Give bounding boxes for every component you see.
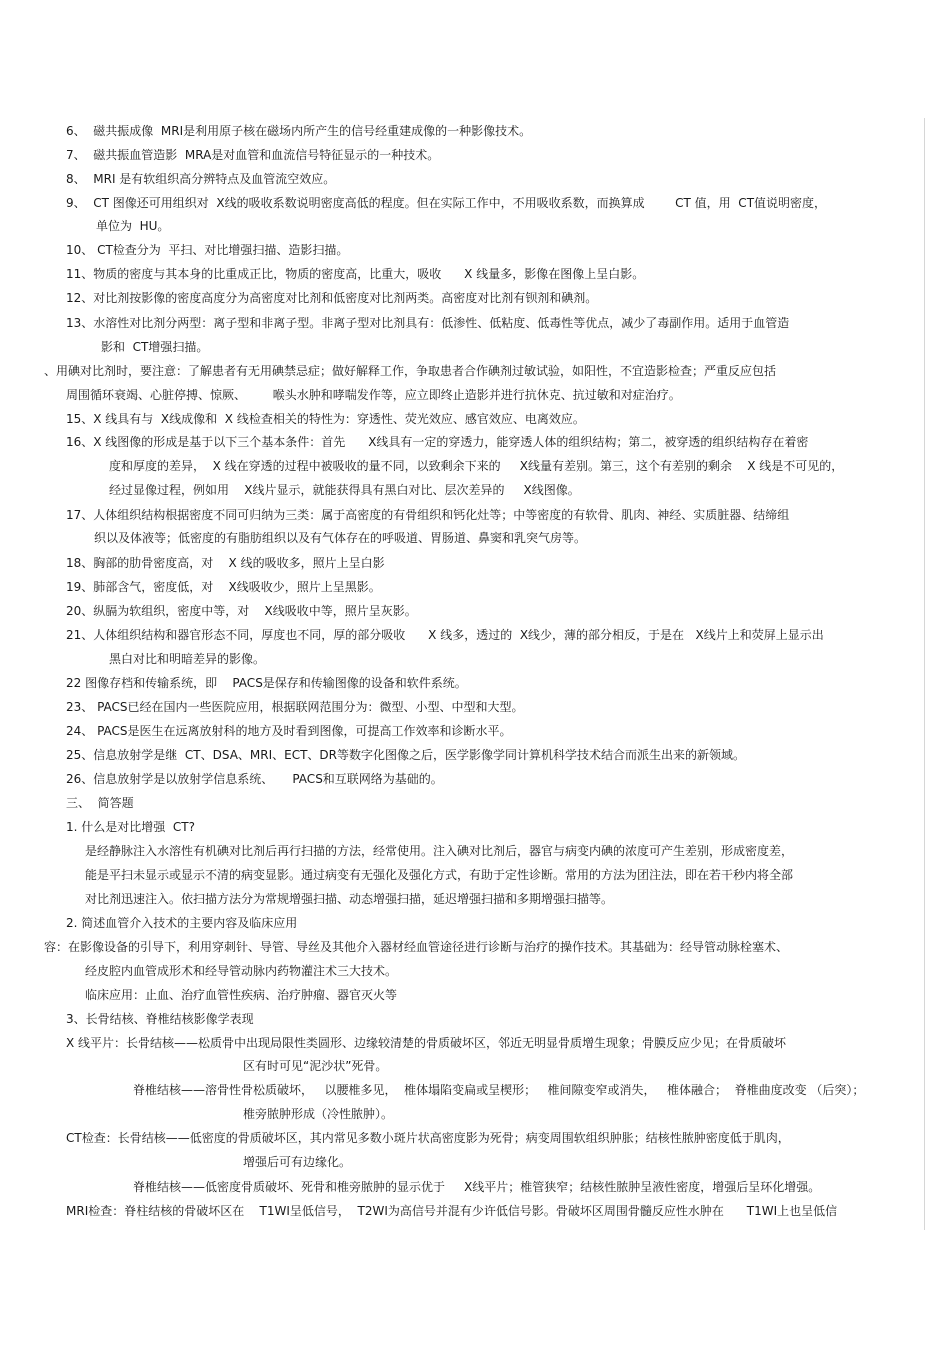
- text-line: 16、X 线图像的形成是基于以下三个基本条件：首先 X线具有一定的穿透力，能穿透人体的组织结构；第二，被穿透的组织结构存在着密: [66, 435, 809, 449]
- text-line: 度和厚度的差异， X 线在穿透的过程中被吸收的量不同，以致剩余下来的 X线量有差别。第三，这个有差别的剩余 X 线是不可见的，: [109, 459, 844, 473]
- text-line: 对比剂迅速注入。依扫描方法分为常规增强扫描、动态增强扫描，延迟增强扫描和多期增强扫描等。: [85, 892, 614, 906]
- text-line: CT检查：长骨结核——低密度的骨质破坏区，其内常见多数小斑片状高密度影为死骨；病变周围软组织肿胀；结核性脓肿密度低于肌肉，: [66, 1131, 790, 1145]
- text-line: 6、 磁共振成像 MRI是利用原子核在磁场内所产生的信号经重建成像的一种影像技术。: [66, 124, 532, 138]
- text-line: 22 图像存档和传输系统，即 PACS是保存和传输图像的设备和软件系统。: [66, 676, 467, 690]
- text-line: 20、纵膈为软组织，密度中等，对 X线吸收中等，照片呈灰影。: [66, 604, 417, 618]
- text-line: 单位为 HU。: [96, 219, 170, 233]
- text-line: 17、人体组织结构根据密度不同可归纳为三类：属于高密度的有骨组织和钙化灶等；中等密度的有软骨、肌肉、神经、实质脏器、结缔组: [66, 508, 790, 522]
- question-heading: 1. 什么是对比增强 CT?: [66, 820, 195, 834]
- text-line: 织以及体液等；低密度的有脂肪组织以及有气体存在的呼吸道、胃肠道、鼻窦和乳突气房等。: [94, 531, 587, 545]
- text-line: 25、信息放射学是继 CT、DSA、MRI、ECT、DR等数字化图像之后，医学影像学同计算机科学技术结合而派生出来的新领域。: [66, 748, 746, 762]
- text-line: 13、水溶性对比剂分两型：离子型和非离子型。非离子型对比剂具有：低渗性、低粘度、低毒性等优点，减少了毒副作用。适用于血管造: [66, 316, 790, 330]
- text-line: 8、 MRI 是有软组织高分辨特点及血管流空效应。: [66, 172, 336, 186]
- text-line: 9、 CT 图像还可用组织对 X线的吸收系数说明密度高低的程度。但在实际工作中，不用吸收系数，而换算成 CT 值，用 CT值说明密度，: [66, 196, 827, 210]
- section-heading: 三、 简答题: [66, 796, 134, 810]
- text-line: 容：在影像设备的引导下，利用穿刺针、导管、导丝及其他介入器材经血管途径进行诊断与治疗的操作技术。其基础为：经导管动脉栓塞术、: [44, 940, 789, 954]
- text-line: 12、对比剂按影像的密度高度分为高密度对比剂和低密度对比剂两类。高密度对比剂有钡剂和碘剂。: [66, 291, 598, 305]
- text-line: 23、 PACS已经在国内一些医院应用，根据联网范围分为：微型、小型、中型和大型。: [66, 700, 524, 714]
- text-line: 19、肺部含气，密度低，对 X线吸收少，照片上呈黑影。: [66, 580, 381, 594]
- text-line: 能是平扫未显示或显示不清的病变显影。通过病变有无强化及强化方式，有助于定性诊断。常用的方法为团注法，即在若干秒内将全部: [85, 868, 794, 882]
- text-line: 椎旁脓肿形成（冷性脓肿）。: [243, 1107, 394, 1121]
- text-line: X 线平片：长骨结核——松质骨中出现局限性类圆形、边缘较清楚的骨质破坏区，邻近无明显骨质增生现象；骨膜反应少见；在骨质破坏: [66, 1036, 787, 1050]
- text-line: 增强后可有边缘化。: [243, 1155, 352, 1169]
- question-heading: 2. 简述血管介入技术的主要内容及临床应用: [66, 916, 298, 930]
- text-line: 21、人体组织结构和器官形态不同，厚度也不同，厚的部分吸收 X 线多，透过的 X线少，薄的部分相反，于是在 X线片上和荧屏上显示出: [66, 628, 824, 642]
- text-line: 24、 PACS是医生在远离放射科的地方及时看到图像，可提高工作效率和诊断水平。: [66, 724, 512, 738]
- text-line: 周围循环衰竭、心脏停搏、惊厥、 喉头水肿和哮喘发作等，应立即终止造影并进行抗休克、抗过敏和对症治疗。: [66, 388, 681, 402]
- page-right-edge: [924, 118, 925, 1230]
- text-line: 11、物质的密度与其本身的比重成正比，物质的密度高，比重大，吸收 X 线量多，影像在图像上呈白影。: [66, 267, 645, 281]
- text-line: 15、X 线具有与 X线成像和 X 线检查相关的特性为：穿透性、荧光效应、感官效应、电离效应。: [66, 412, 585, 426]
- text-line: MRI检查：脊柱结核的骨破坏区在 T1WI呈低信号， T2WI为高信号并混有少许低信号影。骨破坏区周围骨髓反应性水肿在 T1WI上也呈低信: [66, 1204, 838, 1218]
- text-line: 18、胸部的肋骨密度高，对 X 线的吸收多，照片上呈白影: [66, 556, 385, 570]
- text-line: 区有时可见“泥沙状”死骨。: [243, 1059, 388, 1073]
- text-line: 是经静脉注入水溶性有机碘对比剂后再行扫描的方法，经常使用。注入碘对比剂后，器官与病变内碘的浓度可产生差别，形成密度差，: [85, 844, 794, 858]
- text-line: 脊椎结核——溶骨性骨松质破坏， 以腰椎多见， 椎体塌陷变扁或呈楔形； 椎间隙变窄或消失， 椎体融合； 脊椎曲度改变 （后突）；: [133, 1083, 865, 1097]
- text-line: 影和 CT增强扫描。: [101, 340, 209, 354]
- text-line: 7、 磁共振血管造影 MRA是对血管和血流信号特征显示的一种技术。: [66, 148, 440, 162]
- text-line: 脊椎结核——低密度骨质破坏、死骨和椎旁脓肿的显示优于 X线平片；椎管狭窄；结核性脓肿呈液性密度，增强后呈环化增强。: [133, 1180, 821, 1194]
- text-line: 10、 CT检查分为 平扫、对比增强扫描、造影扫描。: [66, 243, 349, 257]
- text-line: 、用碘对比剂时，要注意：了解患者有无用碘禁忌症；做好解释工作，争取患者合作碘剂过敏试验，如阳性，不宜造影检查；严重反应包括: [44, 364, 777, 378]
- text-line: 经皮腔内血管成形术和经导管动脉内药物灌注术三大技术。: [85, 964, 398, 978]
- text-line: 经过显像过程，例如用 X线片显示，就能获得具有黑白对比、层次差异的 X线图像。: [109, 483, 580, 497]
- text-line: 黑白对比和明暗差异的影像。: [109, 652, 266, 666]
- question-heading: 3、长骨结核、脊椎结核影像学表现: [66, 1012, 254, 1026]
- text-line: 26、信息放射学是以放射学信息系统、 PACS和互联网络为基础的。: [66, 772, 443, 786]
- text-line: 临床应用：止血、治疗血管性疾病、治疗肿瘤、器官灭火等: [85, 988, 398, 1002]
